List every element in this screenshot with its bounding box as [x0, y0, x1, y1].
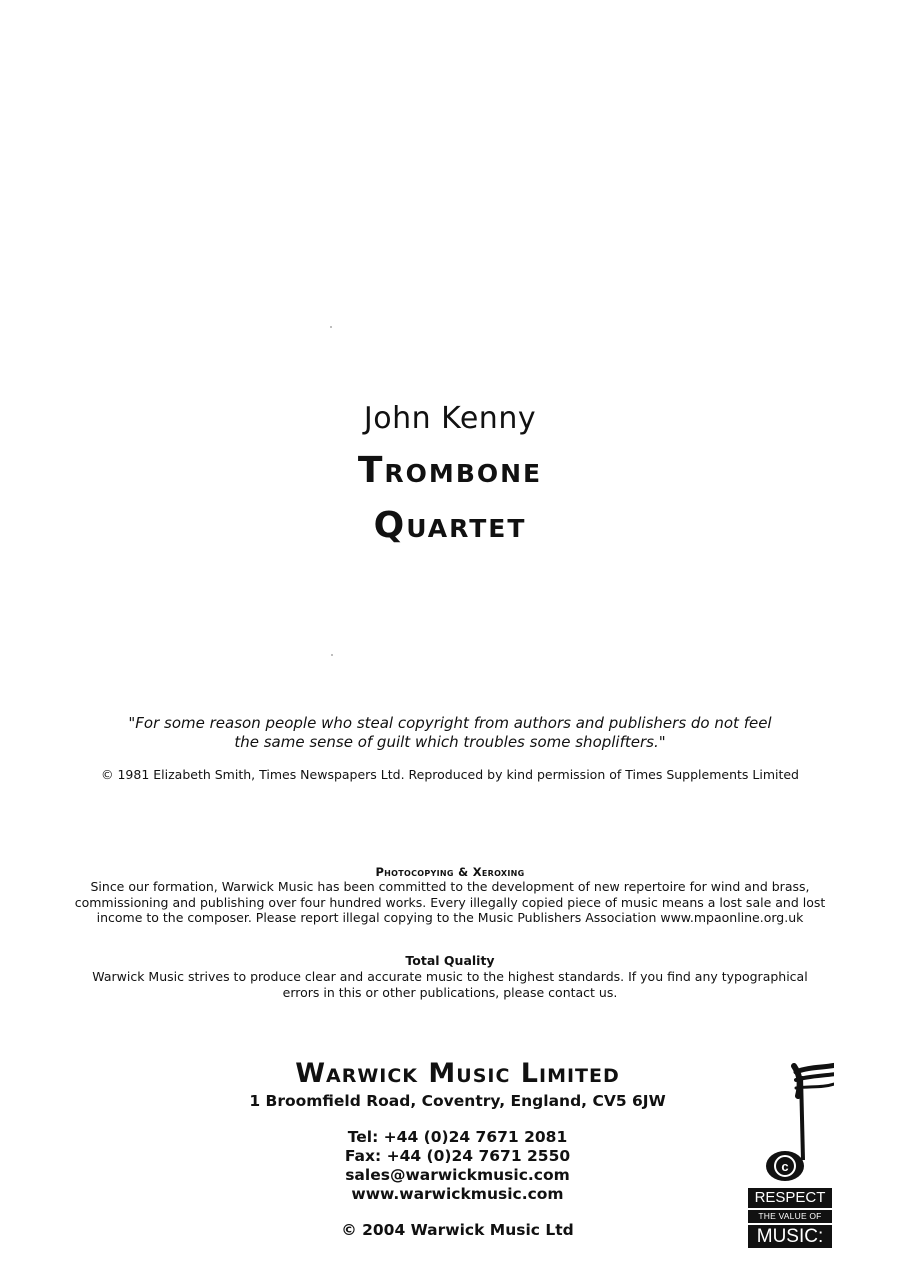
title-line-1: Trombone [357, 450, 543, 491]
photocopying-line-2: commissioning and publishing over four hundred works. Every illegally copied piece of music means a lost sale and lost [74, 894, 826, 910]
logo-music: MUSIC: [748, 1225, 832, 1248]
svg-text:c: c [781, 1159, 789, 1174]
total-quality-line-1: Warwick Music strives to produce clear and accurate music to the highest standards. If you find any typographical [92, 969, 808, 984]
music-note-copyright-icon [748, 1062, 834, 1186]
publisher-fax: Fax: +44 (0)24 7671 2550 [344, 1147, 571, 1165]
photocopying-line-1: Since our formation, Warwick Music has been committed to the development of new repertoire for wind and brass, [90, 879, 810, 894]
logo-respect: RESPECT [748, 1188, 832, 1208]
quote [0, 714, 900, 752]
logo-the-value-of: THE VALUE OF [748, 1210, 832, 1223]
photocopying-line-3: income to the composer. Please report illegal copying to the Music Publishers Association www.mpaonline.org.uk [96, 910, 804, 925]
total-quality-text [0, 969, 900, 1000]
quote-credit: © 1981 Elizabeth Smith, Times Newspapers Ltd. Reproduced by kind permission of Times Supplements Limited [101, 767, 799, 782]
quote-line-1: "For some reason people who steal copyright from authors and publishers do not feel [128, 714, 772, 732]
composer-name: John Kenny [363, 401, 537, 436]
publisher-tel: Tel: +44 (0)24 7671 2081 [347, 1128, 568, 1146]
paper-speck [330, 326, 332, 328]
quote-line-2: the same sense of guilt which troubles some shoplifters." [234, 733, 666, 751]
photocopying-heading: Photocopying & Xeroxing [375, 865, 525, 879]
total-quality-line-2: errors in this or other publications, please contact us. [282, 984, 618, 1000]
respect-music-logo [748, 1062, 834, 1252]
photocopying-text [0, 879, 900, 926]
title-line-2: Quartet [373, 505, 527, 546]
paper-speck [331, 654, 333, 656]
publisher-address: 1 Broomfield Road, Coventry, England, CV5 6JW [249, 1092, 666, 1110]
publisher-web: www.warwickmusic.com [351, 1185, 564, 1203]
publisher-name: Warwick Music Limited [295, 1058, 620, 1089]
publisher-copyright: © 2004 Warwick Music Ltd [341, 1221, 574, 1239]
publisher-email: sales@warwickmusic.com [345, 1166, 570, 1184]
total-quality-heading: Total Quality [405, 953, 495, 968]
